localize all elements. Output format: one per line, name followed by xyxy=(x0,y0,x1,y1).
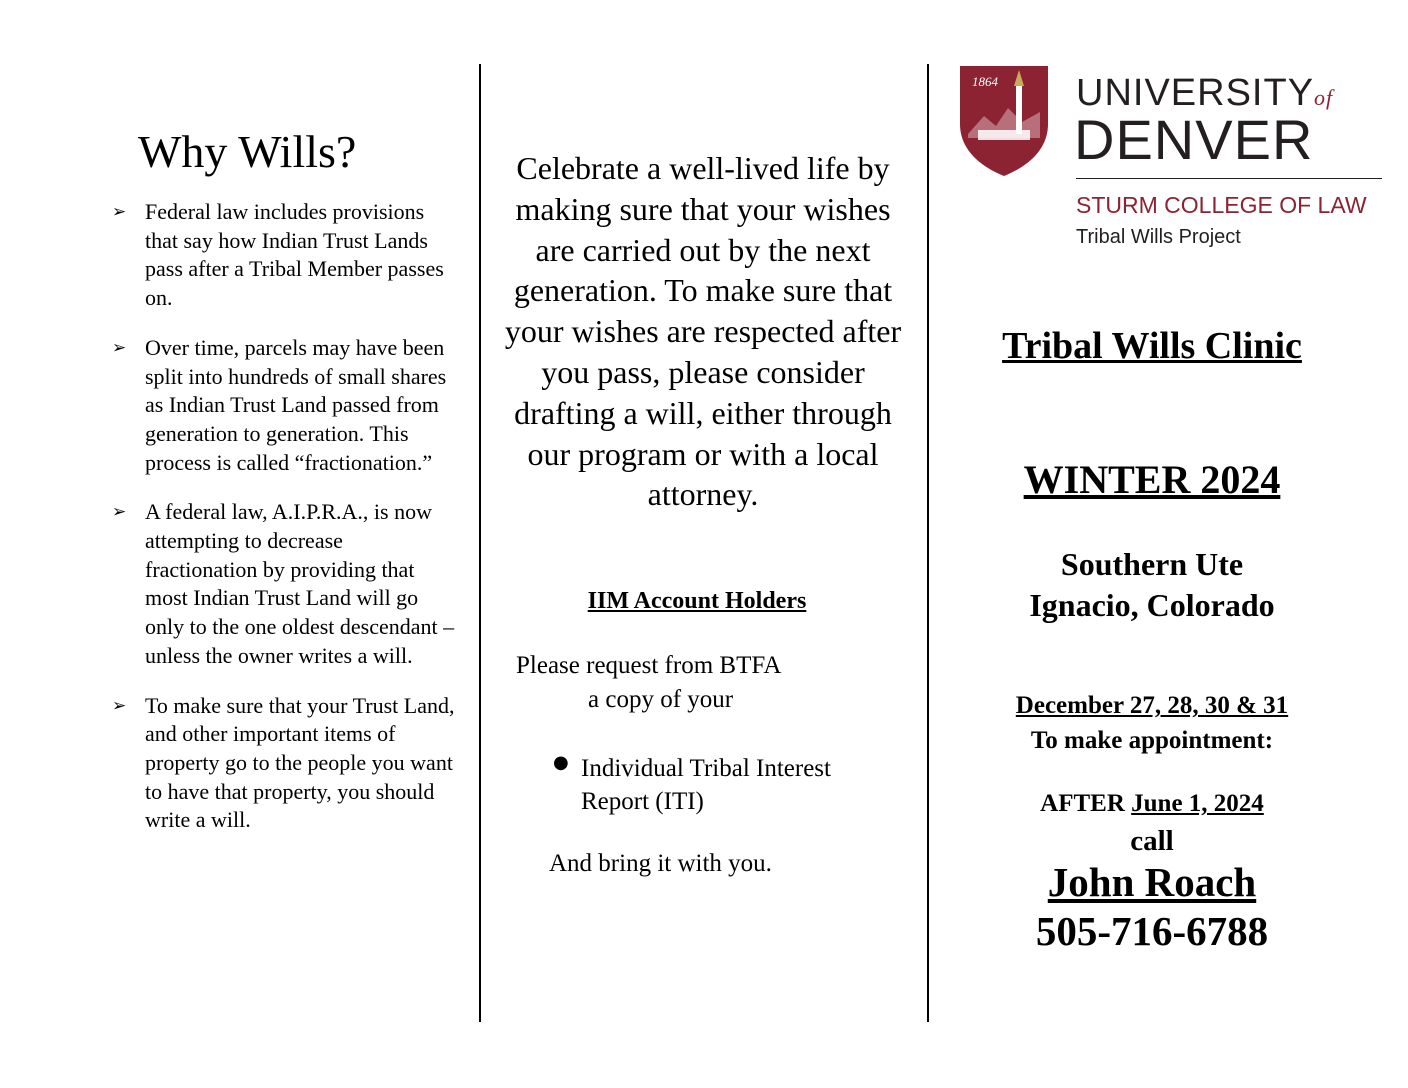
contact-name: John Roach xyxy=(1047,859,1257,905)
call-label: call xyxy=(1130,825,1174,857)
university-shield-icon xyxy=(958,64,1050,178)
after-date-line: AFTER June 1, 2024 xyxy=(1040,790,1264,817)
request-line-1: Please request from BTFA xyxy=(516,652,782,679)
logo-denver-text: DENVER xyxy=(1074,108,1314,171)
list-item xyxy=(112,198,457,313)
university-logo xyxy=(958,64,1388,258)
contact-phone: 505-716-6788 xyxy=(1035,908,1269,954)
clinic-title: Tribal Wills Clinic xyxy=(1002,325,1302,367)
column-divider-right xyxy=(927,64,929,1022)
season-heading: WINTER 2024 xyxy=(1023,457,1281,502)
bring-it-text: And bring it with you. xyxy=(549,850,772,877)
logo-university-text: UNIVERSITYof xyxy=(1076,72,1334,114)
column-divider-left xyxy=(479,64,481,1022)
logo-divider xyxy=(1076,178,1382,179)
location-line-2: Ignacio, Colorado xyxy=(1029,587,1275,623)
arrow-bullet-icon: ➢ xyxy=(112,695,127,716)
why-wills-list xyxy=(112,198,457,856)
clinic-dates: December 27, 28, 30 & 31 xyxy=(1015,692,1289,719)
list-item-text: A federal law, A.I.P.R.A., is now attempting to decrease fractionation by providing that most Indian Trust Land will go only to the one oldest descendant – unless the owner writes a will. xyxy=(145,499,455,668)
round-bullet-icon: ● xyxy=(553,752,569,773)
location-line-1: Southern Ute xyxy=(1060,546,1244,582)
iti-report-item: Individual Tribal Interest Report (ITI) xyxy=(581,755,831,815)
section-title-why-wills: Why Wills? xyxy=(138,126,357,177)
list-item xyxy=(112,498,457,670)
list-item-text: Over time, parcels may have been split into hundreds of small shares as Indian Trust Land passed from generation to generation. This process is called “fractionation.” xyxy=(145,334,447,475)
logo-project-text: Tribal Wills Project xyxy=(1076,226,1241,248)
list-item-text: Federal law includes provisions that say how Indian Trust Lands pass after a Tribal Member passes on. xyxy=(145,199,444,311)
after-date: June 1, 2024 xyxy=(1131,790,1264,817)
celebrate-paragraph: Celebrate a well-lived life by making sure that your wishes are carried out by the next generation. To make sure that your wishes are respected after you pass, please consider drafting a will, either through our program or with a local attorney. xyxy=(504,150,902,513)
request-line-2: a copy of your xyxy=(588,686,734,713)
list-item-text: To make sure that your Trust Land, and other important items of property go to the people you want to have that property, you should write a will. xyxy=(145,692,455,833)
list-item xyxy=(112,692,457,836)
shield-year: 1864 xyxy=(972,74,998,89)
arrow-bullet-icon: ➢ xyxy=(112,202,127,222)
logo-college-text: STURM COLLEGE OF LAW xyxy=(1076,192,1367,218)
arrow-bullet-icon: ➢ xyxy=(112,502,127,523)
list-item xyxy=(112,334,457,478)
arrow-bullet-icon: ➢ xyxy=(112,337,127,358)
iim-account-holders-heading: IIM Account Holders xyxy=(587,588,807,614)
appointment-label: To make appointment: xyxy=(1030,727,1274,754)
